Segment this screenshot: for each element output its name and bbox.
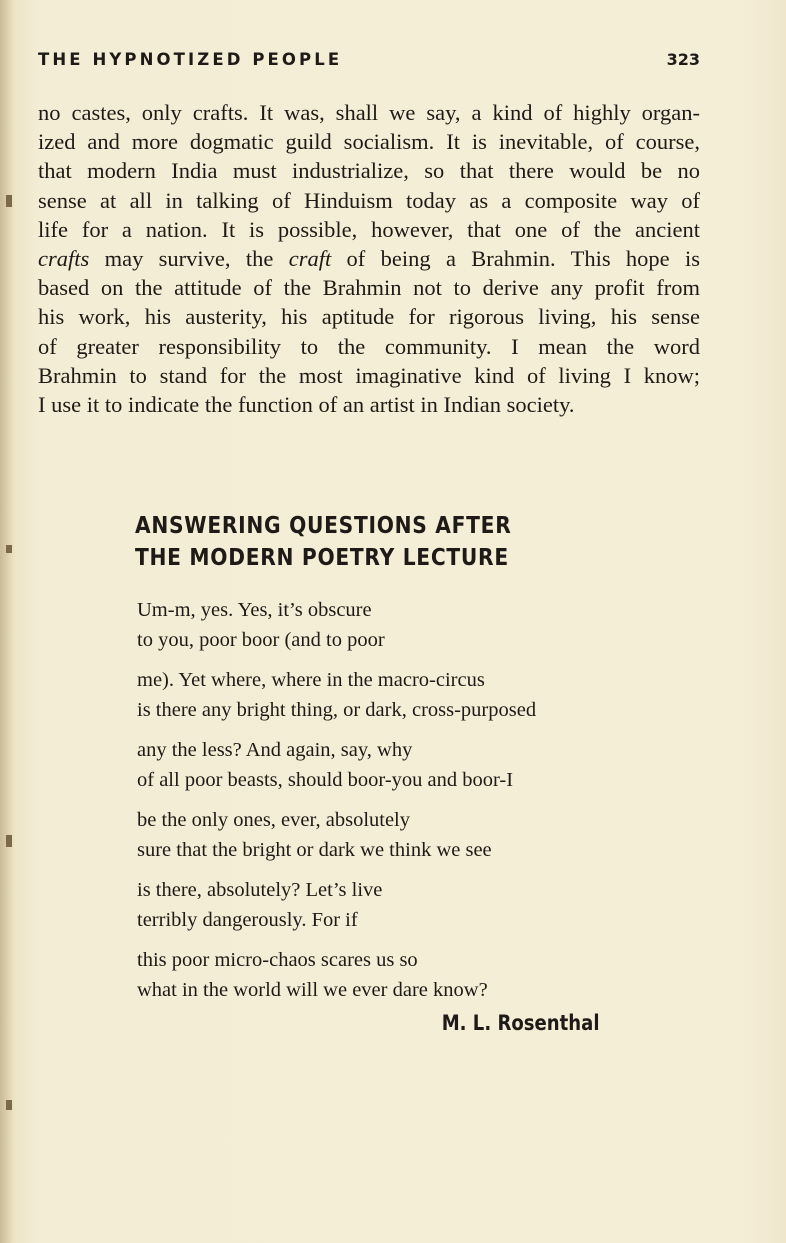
- poem-body: [137, 595, 536, 1015]
- prose-text: sense at all in talking of Hinduism today as a composite way of: [38, 187, 700, 213]
- poem-line: any the less? And again, say, why: [137, 739, 413, 761]
- poem-line: is there, absolutely? Let’s live: [137, 879, 383, 901]
- poem-title-line: ANSWERING QUESTIONS AFTER: [135, 513, 512, 539]
- prose-text: based on the attitude of the Brahmin not to derive any profit from: [38, 275, 700, 301]
- poem-author: M. L. Rosenthal: [442, 1011, 600, 1035]
- prose-line: [38, 244, 700, 273]
- prose-line: [38, 98, 700, 127]
- prose-line: [38, 332, 700, 361]
- prose-text: that modern India must industrialize, so that there would be no: [38, 158, 700, 184]
- prose-text: may survive, the: [89, 245, 289, 271]
- prose-text: of being a Brahmin. This hope is: [331, 245, 701, 271]
- prose-text: of greater responsibility to the community. I mean the word: [38, 333, 700, 359]
- prose-italic-text: crafts: [38, 245, 90, 271]
- margin-mark: [6, 1100, 12, 1110]
- prose-paragraph: [38, 98, 700, 419]
- running-head-title: THE HYPNOTIZED PEOPLE: [38, 50, 343, 69]
- prose-text: I use it to indicate the function of an artist in Indian society.: [38, 391, 575, 417]
- poem-line: is there any bright thing, or dark, cross-purposed: [137, 699, 537, 721]
- poem-line: what in the world will we ever dare know?: [137, 979, 488, 1001]
- prose-line: [38, 127, 700, 156]
- margin-mark: [6, 545, 12, 553]
- margin-mark: [6, 835, 12, 847]
- prose-line: [38, 215, 700, 244]
- poem-line: sure that the bright or dark we think we see: [137, 839, 492, 861]
- prose-italic-text: craft: [288, 245, 332, 271]
- prose-line: [38, 390, 700, 419]
- gutter-shadow: [0, 0, 14, 1243]
- poem-line: this poor micro-chaos scares us so: [137, 949, 418, 971]
- poem-stanza: [137, 595, 536, 655]
- poem-line: terribly dangerously. For if: [137, 909, 358, 931]
- poem-stanza: [137, 805, 536, 865]
- prose-text: life for a nation. It is possible, however, that one of the ancient: [38, 216, 700, 242]
- poem-stanza: [137, 945, 536, 1005]
- poem-stanza: [137, 875, 536, 935]
- poem-line: Um-m, yes. Yes, it’s obscure: [137, 599, 372, 621]
- prose-line: [38, 186, 700, 215]
- prose-text: ized and more dogmatic guild socialism. It is inevitable, of course,: [38, 129, 700, 155]
- prose-text: no castes, only crafts. It was, shall we say, a kind of highly organ-: [38, 100, 700, 125]
- poem-stanza: [137, 665, 536, 725]
- poem-stanza: [137, 735, 536, 795]
- page-number: 323: [666, 50, 700, 69]
- poem-title-line: THE MODERN POETRY LECTURE: [135, 545, 509, 571]
- poem-title: [135, 510, 563, 574]
- prose-text: Brahmin to stand for the most imaginative kind of living I know;: [38, 362, 700, 388]
- poem-line: me). Yet where, where in the macro-circus: [137, 669, 485, 691]
- prose-line: [38, 273, 700, 302]
- margin-mark: [6, 195, 12, 207]
- prose-line: [38, 302, 700, 331]
- prose-line: [38, 361, 700, 390]
- prose-line: [38, 156, 700, 185]
- running-head: [38, 48, 700, 72]
- prose-text: his work, his austerity, his aptitude for rigorous living, his sense: [38, 304, 700, 330]
- poem-line: be the only ones, ever, absolutely: [137, 809, 411, 831]
- poem-line: to you, poor boor (and to poor: [137, 629, 385, 651]
- poem-line: of all poor beasts, should boor-you and boor-I: [137, 769, 514, 791]
